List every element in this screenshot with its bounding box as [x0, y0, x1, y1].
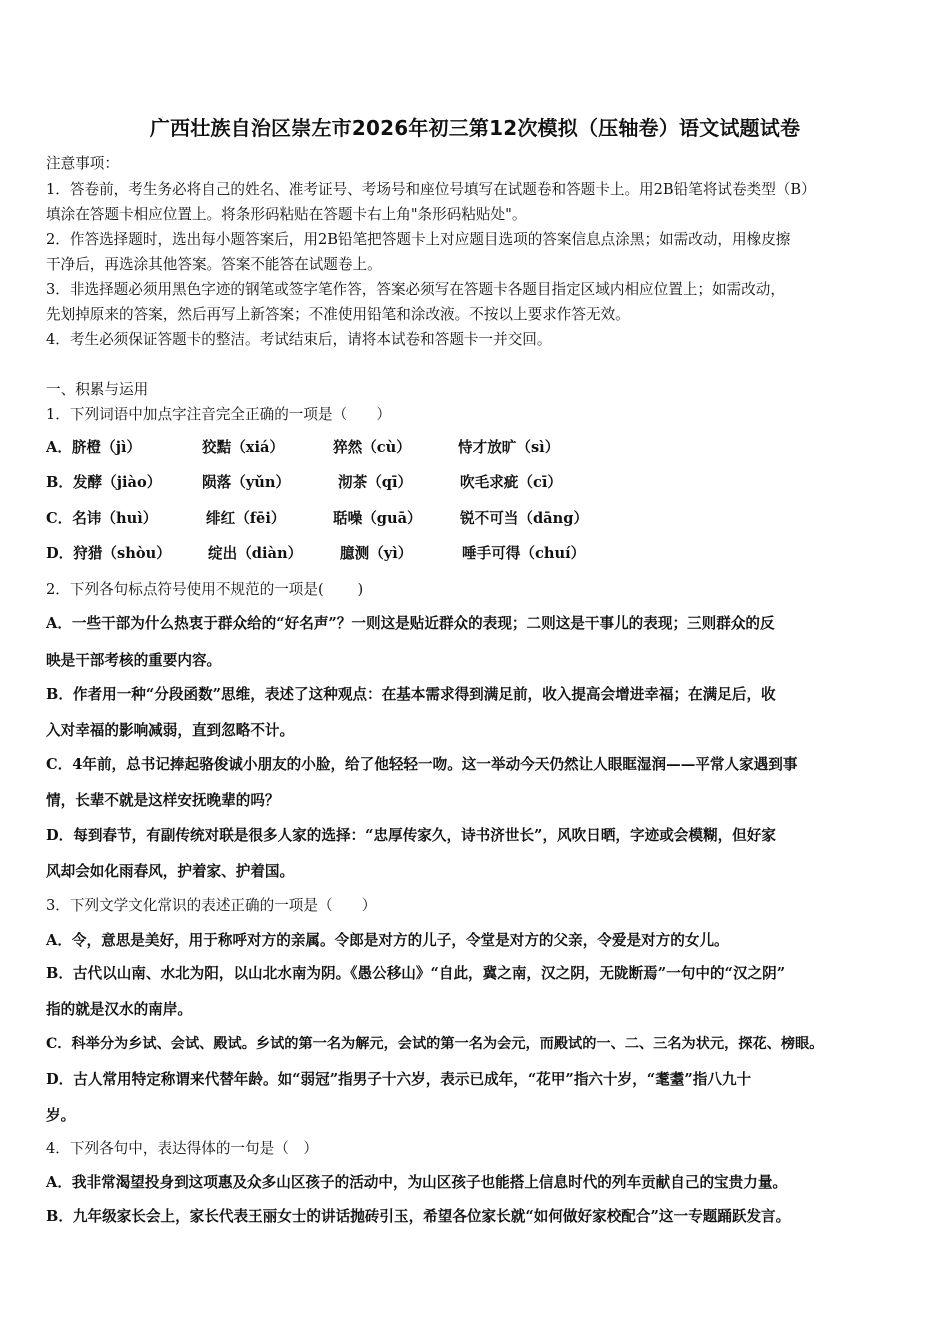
notice-line: 1．答卷前，考生务必将自己的姓名、准考证号、考场号和座位号填写在试题卷和答题卡上。用2B铅笔将试卷类型（B） — [46, 181, 816, 198]
q2-option-line: B．作者用一种“分段函数”思维，表述了这种观点：在基本需求得到满足前，收入提高会增进幸福；在满足后，收 — [46, 686, 776, 703]
q1-option-d-word: 唾手可得（chuí） — [462, 545, 586, 562]
q2-option-line: 映是干部考核的重要内容。 — [46, 652, 222, 669]
notice-heading: 注意事项： — [46, 155, 119, 172]
q1-option-c-word: 绯红（fēi） — [206, 510, 286, 527]
q2-option-line: 情，长辈不就是这样安抚晚辈的吗？ — [46, 792, 280, 809]
q1-option-d-word: 绽出（diàn） — [208, 545, 303, 562]
q1-option-d: D．狩猎（shòu） — [46, 545, 171, 562]
notice-line: 填涂在答题卡相应位置上。将条形码粘贴在答题卡右上角"条形码粘贴处"。 — [46, 206, 527, 223]
notice-line: 4．考生必须保证答题卡的整洁。考试结束后，请将本试卷和答题卡一并交回。 — [46, 331, 552, 348]
q1-option-c-word: 聒噪（guā） — [333, 510, 422, 527]
q3-option-line: D．古人常用特定称谓来代替年龄。如“弱冠”指男子十六岁，表示已成年，“花甲”指六十岁，“耄耋”指八九十 — [46, 1071, 752, 1088]
q1-option-c: C．名讳（huì） — [46, 510, 158, 527]
q1-option-a-word: 猝然（cù） — [333, 439, 411, 456]
q1-option-a: A．脐橙（jì） — [46, 439, 142, 456]
notice-line: 3．非选择题必须用黑色字迹的钢笔或签字笔作答，答案必须写在答题卡各题目指定区域内相应位置上；如需改动， — [46, 281, 785, 298]
q4-option-line: A．我非常渴望投身到这项惠及众多山区孩子的活动中，为山区孩子也能搭上信息时代的列车贡献自己的宝贵力量。 — [46, 1174, 788, 1191]
q2-option-line: A．一些干部为什么热衷于群众给的“好名声”？一则这是贴近群众的表现；二则这是干事儿的表现；三则群众的反 — [46, 615, 775, 632]
q2-option-line: C．4年前，总书记捧起骆俊诚小朋友的小脸，给了他轻轻一吻。这一举动今天仍然让人眼眶湿润——平常人家遇到事 — [46, 756, 798, 773]
q2-option-line: 风却会如化雨春风，护着家、护着国。 — [46, 863, 295, 880]
section-heading: 一、积累与运用 — [46, 381, 149, 398]
q3-option-line: C．科举分为乡试、会试、殿试。乡试的第一名为解元，会试的第一名为会元，而殿试的一、二、三名为状元，探花、榜眼。 — [46, 1036, 824, 1052]
page-title: 广西壮族自治区崇左市2026年初三第12次模拟（压轴卷）语文试题试卷 — [149, 116, 801, 140]
question-4-stem: 4．下列各句中，表达得体的一句是（ ） — [46, 1140, 318, 1157]
q1-option-d-word: 臆测（yì） — [340, 545, 413, 562]
q1-option-b-word: 沏茶（qī） — [338, 474, 413, 491]
notice-line: 干净后，再选涂其他答案。答案不能答在试题卷上。 — [46, 256, 382, 273]
q1-option-b-word: 陨落（yǔn） — [202, 474, 291, 491]
notice-line: 2．作答选择题时，选出每小题答案后，用2B铅笔把答题卡上对应题目选项的答案信息点涂黑；如需改动，用橡皮擦 — [46, 231, 791, 248]
q3-option-line: A．令，意思是美好，用于称呼对方的亲属。令郎是对方的儿子，令堂是对方的父亲，令爱是对方的女儿。 — [46, 932, 729, 949]
q2-option-line: 入对幸福的影响减弱，直到忽略不计。 — [46, 722, 295, 739]
q4-option-line: B．九年级家长会上，家长代表王丽女士的讲话抛砖引玉，希望各位家长就“如何做好家校配合”这一专题踊跃发言。 — [46, 1208, 791, 1225]
q1-option-a-word: 狡黠（xiá） — [202, 439, 285, 456]
question-3-stem: 3．下列文学文化常识的表述正确的一项是（ ） — [46, 897, 377, 914]
q3-option-line: B．古代以山南、水北为阳，以山北水南为阴。《愚公移山》“自此，冀之南，汉之阴，无陇断焉”一句中的“汉之阴” — [46, 965, 786, 982]
q3-option-line: 岁。 — [46, 1107, 76, 1124]
q2-option-line: D．每到春节，有副传统对联是很多人家的选择：“忠厚传家久，诗书济世长”，风吹日晒，字迹或会模糊，但好家 — [46, 827, 776, 844]
notice-line: 先划掉原来的答案，然后再写上新答案；不准使用铅笔和涂改液。不按以上要求作答无效。 — [46, 306, 630, 323]
question-1-stem: 1．下列词语中加点字注音完全正确的一项是（ ） — [46, 406, 391, 423]
q1-option-c-word: 锐不可当（dāng） — [460, 510, 589, 527]
q1-option-a-word: 恃才放旷（sì） — [458, 439, 560, 456]
q1-option-b: B．发酵（jiào） — [46, 474, 162, 491]
question-2-stem: 2．下列各句标点符号使用不规范的一项是( ) — [46, 581, 364, 598]
q3-option-line: 指的就是汉水的南岸。 — [46, 1001, 192, 1018]
q1-option-b-word: 吹毛求疵（cī） — [460, 474, 562, 491]
